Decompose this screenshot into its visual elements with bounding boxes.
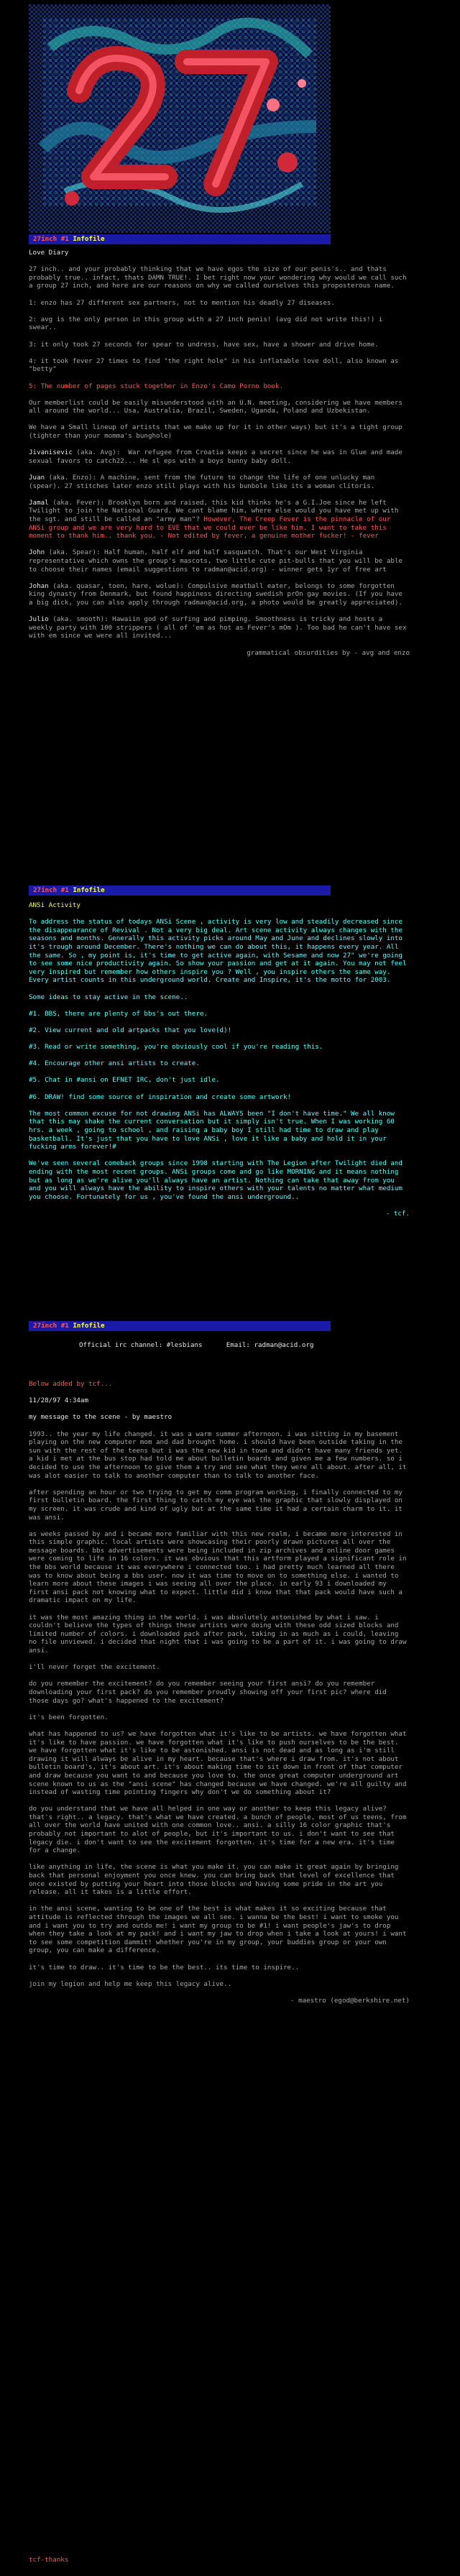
- member-name: Johan: [29, 581, 49, 590]
- letter-paragraph: i'll never forget the excitement.: [29, 1663, 160, 1672]
- letter-paragraph: after spending an hour or two trying to get my comm program working, i finally connected to my first bulletin board. the first thing to catch my eye was the graphic that slowly displayed on my screen. it was crude and kind of ugly but at the same time it had a certain charm to it. it was ansi.: [29, 1488, 407, 1522]
- member-name: Jamal: [29, 498, 49, 507]
- idea-item: #6. DRAW! find some source of inspiration and create some artwork!: [29, 1092, 292, 1101]
- section-heading: ANSi Activity: [29, 901, 80, 909]
- letter-date: 11/28/97 4:34am: [29, 1397, 88, 1405]
- idea-item: #1. BBS, there are plenty of bbs's out there.: [29, 1009, 208, 1018]
- email-label: Email:: [226, 1341, 250, 1349]
- members-intro-two: We have a Small lineup of artists that we make up for it in other ways) but it's a tight group (tighter than your momma's bunghole): [29, 423, 407, 441]
- member-entry: [29, 499, 410, 540]
- issue-label: Infofile: [68, 886, 105, 894]
- love-diary-section: [29, 249, 410, 666]
- member-description: (aka. quasar, toen, hare, wolue): Compulsive meatball eater, belongs to some forgotten king dynasty from Denmark, but found happiness directing swedish prOn gay movies. (If you have a big dick, you can also apply through radman@acid.org, a photo would be greatly appreciated).: [29, 581, 407, 607]
- issue-label: Infofile: [68, 235, 105, 243]
- letter-signature: - maestro (egod@berkshire.net): [290, 1996, 410, 2005]
- activity-paragraph-three: The most common excuse for not drawing ANSi has ALWAYS been "I don't have time." We all know that this may shake the current conversation but it simply isn't true. When I was working 60 hrs. a week , going to school , and raising a baby boy I still had time to draw and play basketball. It's just that you have to love ANSi , love it like a baby and hold it in your fucking arms forever!#: [29, 1109, 399, 1151]
- activity-paragraph-four: We've seen several comeback groups since 1998 starting with The Legion after Twilight died and ending with the most recent groups. ANSi groups come and go like MORNING and it means nothing but as long as we're alive you'll always have an artist. Nothing can take that away from you and you will always have the ability to inspire others with your talents no matter what medium you choose. Fortunately for us , you've found the ansi underground..: [29, 1159, 407, 1201]
- logo-canvas: [29, 4, 331, 233]
- letter-paragraph: it's time to draw.. it's time to be the best.. its time to inspire..: [29, 1963, 300, 1972]
- ideas-list: [29, 1010, 410, 1102]
- issue-number: 27inch #1: [33, 886, 69, 894]
- member-entry: [29, 582, 410, 607]
- maestro-letter-section: [29, 1380, 410, 2013]
- ansi-logo-artwork: [29, 4, 331, 233]
- member-description: (aka. smooth): Hawaiin god of surfing and pimping. Smoothness is tricky and hosts a weekly party with 100 strippers ( all of 'em as hot as Fever's mOm ). Too bad he can't have sex with em since we were all invited...: [29, 615, 411, 640]
- love-diary-signoff: grammatical obsurdities by - avg and enzo: [247, 648, 410, 657]
- idea-item: #2. View current and old artpacks that you love(d)!: [29, 1026, 232, 1034]
- member-name: John: [29, 548, 45, 557]
- activity-signoff: - tcf.: [385, 1209, 410, 1218]
- footer-text: tcf-thanks: [29, 2556, 69, 2564]
- members-intro: Our memberlist could be easily misunderstood with an U.N. meeting, considering we have members all around the world... Usa, Australia, Brazil, Sweden, Uganda, Poland and Uzbekistan.: [29, 398, 407, 415]
- reasons-list: [29, 299, 410, 374]
- members-list: [29, 448, 410, 640]
- issue-number: 27inch #1: [33, 235, 69, 243]
- letter-body: [29, 1430, 410, 1989]
- letter-paragraph: like anything in life, the scene is what you make it. you can make it great again by bringing back that personal enjoyment you once knew. you can bring back that level of excellence that once existed by putting your heart into those blocks and having some pride in the art you release. all it takes is a little effort.: [29, 1863, 402, 1897]
- member-entry: [29, 615, 410, 640]
- member-entry: [29, 548, 410, 574]
- member-name: Jivanisevic: [29, 448, 73, 457]
- section-heading: Love Diary: [29, 249, 69, 257]
- letter-paragraph: what has happened to us? we have forgotten what it's like to be artists. we have forgotten what it's like to have passion. we have forgotten what it's like to push ourselves to be the best. we have forgotten what it's like to be astonished. ansi is not dead and as long as i'm still drawing it will always be alive in my heart. because that's where i draw from. it's not about bulletin board's, it's about art. it's about making time to sit down in front of that computer and draw because you want to and because you love to. the once great computer underground art scene known to us as the "ansi scene" has changed because we have changed. we're all guilty and instead of wasting time pointing fingers why don't we do something about it?: [29, 1729, 411, 1797]
- ansi-activity-section: [29, 901, 410, 1226]
- reason-item: 4: it took fever 27 times to find "the right hole" in his inflatable love doll, also known as "betty": [29, 356, 402, 374]
- official-contact-line: [79, 1341, 460, 1350]
- member-description: (aka. Fever): Brooklyn born and raised, this kid thinks he's a G.I.Joe since he left Twilight to join the National Guard. We cant blame him, where else would you have met up with the sgt. and still be called an "army man"?: [29, 498, 402, 523]
- member-entry: [29, 474, 410, 490]
- reason-item: 1: enzo has 27 different sex partners, not to mention his deadly 27 diseases.: [29, 298, 335, 307]
- issue-label: Infofile: [68, 1322, 105, 1330]
- issue-bar-two: [29, 886, 331, 896]
- email-address: radman@acid.org: [254, 1341, 314, 1349]
- intro-paragraph: 27 inch.. and your probably thinking that we have egos the size of our penis's.. and thats probably true.. infact, thats DAMN TRUE!. I bet right now your wondering why would we call such a group 27 inch, and here are our reasons on why we called ourselves this proposterous name.: [29, 265, 411, 290]
- activity-paragraph-one: To address the status of todays ANSi Scene , activity is very low and steadily decreased since the disappearance of Revival . Not a very big deal. Art scene activity always changes with the seasons and months. Generally this activity picks around May and June and declines slowly into it's trough around December. There's nothing we can do about this, it happens every year. All the same. So , my point is, it's time to get active again, with Sesame and now 27" we're going to see some nice productivity again. So show your passion and get at it again. You may not feel very inspired but remember how others inspire you ? Well , you inspire others the same way. Every artist counts in this underground world. Create and Inspire, it's the motto for 2003.: [29, 918, 411, 985]
- letter-paragraph: in the ansi scene, wanting to be one of the best is what makes it so exciting because that attitude is reflected through the images we all see. i wanna be the best! i want to smoke you and i want you to try and outdo me! i want my group to be #1! i want people's jaw's to drop when they take a look at my pack! and i want my jaw to drop when i take a look at yours! i want to see some competition dammit! whether you're in my group, your buddies group or your own group, you can make a difference.: [29, 1905, 411, 1955]
- member-name: Juan: [29, 474, 45, 482]
- issue-bar-three: [29, 1321, 331, 1331]
- reason-item: 2: avg is the only person in this group with a 27 inch penis! (avg did not write this!) i swear..: [29, 315, 387, 332]
- irc-label: Official irc channel:: [79, 1341, 163, 1349]
- idea-item: #4. Encourage other ansi artists to create.: [29, 1059, 200, 1068]
- letter-paragraph: as weeks passed by and i became more familiar with this new realm, i became more interested in this simple graphic. local artists were showcasing their poorly drawn pictures all over the message boards. bbs advertisements were being included in zip archives and online door games were coming to life in 16 colors. it was obvious that this artform played a significant role in the bbs world because it was everywhere i connected too. i had pretty much learned all there was to know about being a bbs user. now it was time to move on to something else. i wanted to learn more about these images i was seeing all over the place. in early 93 i downloaded my first ansi pack not knowing what to expect. little did i know that that pack would have such a dramatic impact on my life.: [29, 1530, 411, 1605]
- reason-five: 5: The number of pages stuck together in Enzo's Camo Porno book.: [29, 382, 284, 390]
- reason-item: 3: it only took 27 seconds for spear to undress, have sex, have a shower and drive home.: [29, 340, 379, 349]
- letter-title: my message to the scene - by maestro: [29, 1413, 172, 1422]
- below-added-note: Below added by tcf...: [29, 1380, 113, 1388]
- letter-paragraph: do you understand that we have all helped in one way or another to keep this legacy alive? that's right.. a legacy. that's what we have created. a bunch of people, most of us teens, from all over the world have united with one common love.. ansi. a silly 16 color graphic that's probably not important to alot of people, but it's important to us. i don't want to see that legacy die. i don't want to see the excitement forgotten. it's time for a new era. it's time for a change.: [29, 1805, 411, 1855]
- issue-number: 27inch #1: [33, 1322, 69, 1330]
- member-note: However, The Creep Fever is the pinnacle of our ANSi group and we are very hard to EVE that we could ever be like him. I want to take this moment to thank him.. thank you. - Not edited by fever, a genuine mother fucker! - fever: [29, 515, 395, 540]
- letter-paragraph: join my legion and help me keep this legacy alive..: [29, 1979, 232, 1988]
- activity-paragraph-two: Some ideas to stay active in the scene..: [29, 993, 188, 1001]
- irc-channel: #lesbians: [166, 1341, 203, 1349]
- member-description: (aka. Avg): War refugee from Croatia keeps a secret since he was in Glue and made sexual favors to catch22... He sl eps with a boys bunny baby doll.: [29, 448, 407, 465]
- letter-paragraph: 1993.. the year my life changed. it was a warm summer afternoon. i was sitting in my basement playing on the new computer mom and dad brought home. i should have been outside taking in the sun with the rest of the teens but i was the new kid in town and didn't have many friends yet. a kid i met at the bus stop had told me about bulletin boards and given me a few numbers. so i decided to use the afternoon to give them a try and see what they were all about. after all, it was alot easier to talk to another computer than to talk to another face.: [29, 1430, 411, 1480]
- issue-bar: [29, 234, 331, 244]
- member-description: (aka. Spear): Half human, half elf and half sasquatch. That's our West Virginia representative which owns the group's mascots, two little cute pit-bulls that you will be able to choose their names (email suggestions to radman@acid.org) - winner gets 1yr of free art: [29, 548, 407, 574]
- letter-paragraph: it was the most amazing thing in the world. i was absolutely astonished by what i saw. i couldn't believe the types of things these artists were doing with these odd sized blocks and limited number of colors. i downloaded pack after pack, taking in as much as i could, leaving no file unviewed. i decided that night that i was going to be a part of it. i was going to draw ansi.: [29, 1613, 411, 1655]
- letter-paragraph: do you remember the excitement? do you remember seeing your first ansi? do you remember downloading your first pack? do you remember proudly showing off your first pic? where did those days go? what's happened to the excitement?: [29, 1680, 391, 1705]
- member-name: Julio: [29, 615, 49, 624]
- member-description: (aka. Enzo): A machine, sent from the future to change the life of one unlucky man (spear). 27 stitches later enzo still plays with his bunbole like its a woman clitoris.: [29, 474, 379, 490]
- idea-item: #3. Read or write something, you're obviously cool if you're reading this.: [29, 1043, 323, 1052]
- member-entry: [29, 448, 410, 465]
- letter-paragraph: it's been forgotten.: [29, 1713, 109, 1721]
- idea-item: #5. Chat in #ansi on EFNET IRC, don't just idle.: [29, 1076, 220, 1085]
